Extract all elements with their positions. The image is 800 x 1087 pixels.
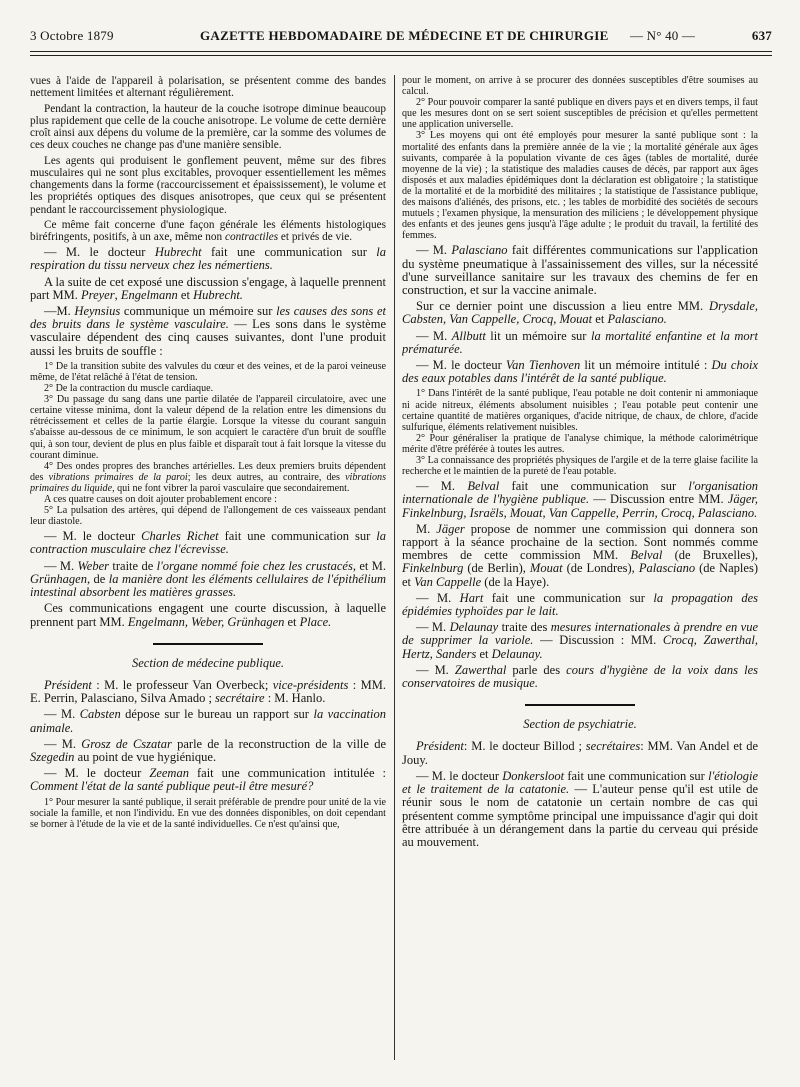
journal-title: GAZETTE HEBDOMADAIRE DE MÉDECINE ET DE CHIRURGIE xyxy=(200,28,609,43)
communication-heynsius: —M. Heynsius communique un mémoire sur les causes des sons et des bruits dans le système vasculaire. — Les sons dans le système vasculaire dépendent des cinq causes suivantes, dont l'une produit aussi les bruits de souffle : xyxy=(30,304,386,358)
journal-page xyxy=(30,28,772,1068)
header-rule xyxy=(30,51,772,56)
footnote-item: pour le moment, on arrive à se procurer des données susceptibles d'être soumises au calcul. xyxy=(402,75,758,98)
left-column xyxy=(30,75,386,1060)
footnote-item: 4° Des ondes propres des branches artérielles. Les deux premiers bruits dépendent des vibrations primaires de la paroi; les deux autres, au contraire, des vibrations primaires du liquide, qui ne font vibrer la paroi vasculaire que secondairement. xyxy=(30,460,386,494)
paragraph: Les agents qui produisent le gonflement peuvent, même sur des fibres musculaires qui ne sont plus excitables, provoquer essentiellement les mêmes changements dans la forme (raccourcissement et épaississement), le volume et les propriétés optiques des disques anisotropes, que ceux qui se présentent pendant le raccourcissement physiologique. xyxy=(30,154,386,216)
commission-paragraph: M. Jäger propose de nommer une commission qui donnera son rapport à la séance prochaine de la section. Sont nommés comme membres de cette commission MM. Belval (de Bruxelles), Finkelnburg (de Berlin), Mouat (de Londres), Palasciano (de Naples) et Van Cappelle (de la Haye). xyxy=(402,521,758,589)
discussion-paragraph: Ces communications engagent une courte discussion, à laquelle prennent part MM. Engelmann, Weber, Grünhagen et Place. xyxy=(30,601,386,629)
section-divider xyxy=(153,643,263,645)
section-heading: Section de psychiatrie. xyxy=(523,717,637,732)
section-officers: Président: M. le docteur Billod ; secrétaires: MM. Van Andel et de Jouy. xyxy=(402,739,758,767)
paragraph: Pendant la contraction, la hauteur de la couche isotrope diminue beaucoup plus rapidement que celle de la couche anisotrope. Le volume de cette dernière croît ainsi aux dépens du volume de la première, car la somme des volumes de ces deux couches ne change pas d'une manière sensible. xyxy=(30,102,386,152)
issue-number: — N° 40 — xyxy=(630,28,696,43)
paragraph: vues à l'aide de l'appareil à polarisation, se présentent comme des bandes nettement limitées et alternant régulièrement. xyxy=(30,75,386,100)
footnote-item: 3° Du passage du sang dans une partie dilatée de l'appareil circulatoire, avec une certaine vitesse minima, dont la valeur dépend de la relation entre les dimensions du rétrécissement et celles de la partie élargie. Lorsque la vitesse du courant sanguin s'abaisse au-dessous de ce minimum, le son acquiert le caractère d'un bruit de souffle qui, à son tour, devient de plus en plus faible et disparaît tout à fait lorsque la vitesse du courant diminue. xyxy=(30,394,386,461)
communication-weber: — M. Weber traite de l'organe nommé foie chez les crustacés, et M. Grünhagen, de la manière dont les éléments cellulaires de l'épithélium intestinal absorbent les matières grasses. xyxy=(30,558,386,600)
footnote-item: 1° De la transition subite des valvules du cœur et des veines, et de la paroi veineuse même, de l'état relâché à l'état de tension. xyxy=(30,360,386,383)
communication-zawerthal: — M. Zawerthal parle des cours d'hygiène de la voix dans les conservatoires de musique. xyxy=(402,662,758,691)
footnote-item: 3° La connaissance des propriétés physiques de l'argile et de la terre glaise facilite la recherche et le maintien de la pureté de l'eau potable. xyxy=(402,455,758,478)
footnote-item: 3° Les moyens qui ont été employés pour mesurer la santé publique sont : la mortalité des enfants dans la première année de la vie ; la mortalité générale aux âges suivants, comparée à la population vivante de ces âges (tables de mortalité, durée moyenne de la vie) ; la statistique des maladies causes de décès, par rapport aux âges disposés et aux maladies épidémiques dont la déclaration est obligatoire ; la statistique de la mortalité et de la morbidité des militaires ; la statistique de l'assistance publique, des maisons d'aliénés, des prisons, etc. ; les tables de morbidité des sociétés de secours mutuels ; l'examen physique, la mensuration des miliciens ; le développement physique des enfants et des jeunes gens jusqu'à l'âge adulte ; le produit du travail, la fertilité des femmes. xyxy=(402,130,758,242)
footnote-item: 5° La pulsation des artères, qui dépend de l'allongement de ces vaisseaux pendant leur diastole. xyxy=(30,505,386,528)
running-header xyxy=(30,28,772,50)
footnote-item: 2° Pour pouvoir comparer la santé publique en divers pays et en divers temps, il faut que les mesures dont on se sert soient susceptibles de précision et qu'elles permettent une application universelle. xyxy=(402,97,758,131)
communication-hart: — M. Hart fait une communication sur la propagation des épidémies typhoïdes par le lait. xyxy=(402,590,758,619)
section-divider xyxy=(525,704,635,706)
communication-hubrecht: — M. le docteur Hubrecht fait une communication sur la respiration du tissu nerveux chez les némertiens. xyxy=(30,245,386,273)
communication-belval: — M. Belval fait une communication sur l'organisation internationale de l'hygiène publique. — Discussion entre MM. Jäger, Finkelnburg, Israëls, Mouat, Van Cappelle, Perrin, Crocq, Palasciano. xyxy=(402,479,758,520)
footnote-item: 1° Pour mesurer la santé publique, il serait préférable de prendre pour unité de la vie sociale la famille, et non l'individu. En vue des données disponibles, on doit cependant se borner à l'étude de la vie et de la santé individuelles. Ce n'est qu'ainsi que, xyxy=(30,796,386,830)
communication-richet: — M. le docteur Charles Richet fait une communication sur la contraction musculaire chez l'écrevisse. xyxy=(30,529,386,557)
communication-cabsten: — M. Cabsten dépose sur le bureau un rapport sur la vaccination animale. xyxy=(30,707,386,735)
right-column xyxy=(402,75,758,1060)
section-heading: Section de médecine publique. xyxy=(131,655,285,670)
page-number: 637 xyxy=(751,28,772,43)
discussion-paragraph: A la suite de cet exposé une discussion s'engage, à laquelle prennent part MM. Preyer, Engelmann et Hubrecht. xyxy=(30,274,386,302)
footnote-item: A ces quatre causes on doit ajouter probablement encore : xyxy=(44,494,277,505)
footnote-item: 1° Dans l'intérêt de la santé publique, l'eau potable ne doit contenir ni ammoniaque ni acide nitreux, éléments absolument nuisibles ; l'eau potable peut contenir une certaine quantité de matières organiques, d'acide nitrique, de chaux, de chlore, d'acide sulfurique, éléments relativement nuisibles. xyxy=(402,388,758,433)
communication-van-tienhoven: — M. le docteur Van Tienhoven lit un mémoire intitulé : Du choix des eaux potables dans l'intérêt de la santé publique. xyxy=(402,358,758,386)
communication-allbutt: — M. Allbutt lit un mémoire sur la mortalité enfantine et la mort prématurée. xyxy=(402,328,758,356)
communication-grosz: — M. Grosz de Cszatar parle de la reconstruction de la ville de Szegedin au point de vue hygiénique. xyxy=(30,736,386,764)
discussion-paragraph: Sur ce dernier point une discussion a lieu entre MM. Drysdale, Cabsten, Van Cappelle, Crocq, Mouat et Palasciano. xyxy=(402,299,758,327)
header-date: 3 Octobre 1879 xyxy=(30,28,114,43)
communication-zeeman: — M. le docteur Zeeman fait une communication intitulée : Comment l'état de la santé publique peut-il être mesuré? xyxy=(30,766,386,794)
column-separator xyxy=(394,75,395,1060)
paragraph: Ce même fait concerne d'une façon générale les éléments histologiques biréfringents, positifs, à un axe, même non contractiles et privés de vie. xyxy=(30,218,386,243)
communication-delaunay: — M. Delaunay traite des mesures internationales à prendre en vue de supprimer la variole. — Discussion : MM. Crocq, Zawerthal, Hertz, Sanders et Delaunay. xyxy=(402,620,758,661)
section-officers: Président : M. le professeur Van Overbeck; vice-présidents : MM. E. Perrin, Palasciano, Silva Amado ; secrétaire : M. Hanlo. xyxy=(30,677,386,706)
communication-donkersloot: — M. le docteur Donkersloot fait une communication sur l'étiologie et le traitement de la catatonie. — L'auteur pense qu'il est utile de réunir sous le nom de catatonie un certain nombre de cas qui présentent comme symptôme principal une impuissance d'agir qui doit être attribuée à un dérangement dans la partie du cerveau qui préside au mouvement. xyxy=(402,768,758,849)
footnote-item: 2° De la contraction du muscle cardiaque. xyxy=(44,383,214,395)
communication-palasciano: — M. Palasciano fait différentes communications sur l'application du système pneumatique à l'assainissement des villes, sur la nécessité d'une surveillance sanitaire sur les travaux des chemins de fer en construction, et sur la vaccine animale. xyxy=(402,243,758,298)
footnote-item: 2° Pour généraliser la pratique de l'analyse chimique, la méthode calorimétrique mérite d'être préférée à toutes les autres. xyxy=(402,432,758,455)
